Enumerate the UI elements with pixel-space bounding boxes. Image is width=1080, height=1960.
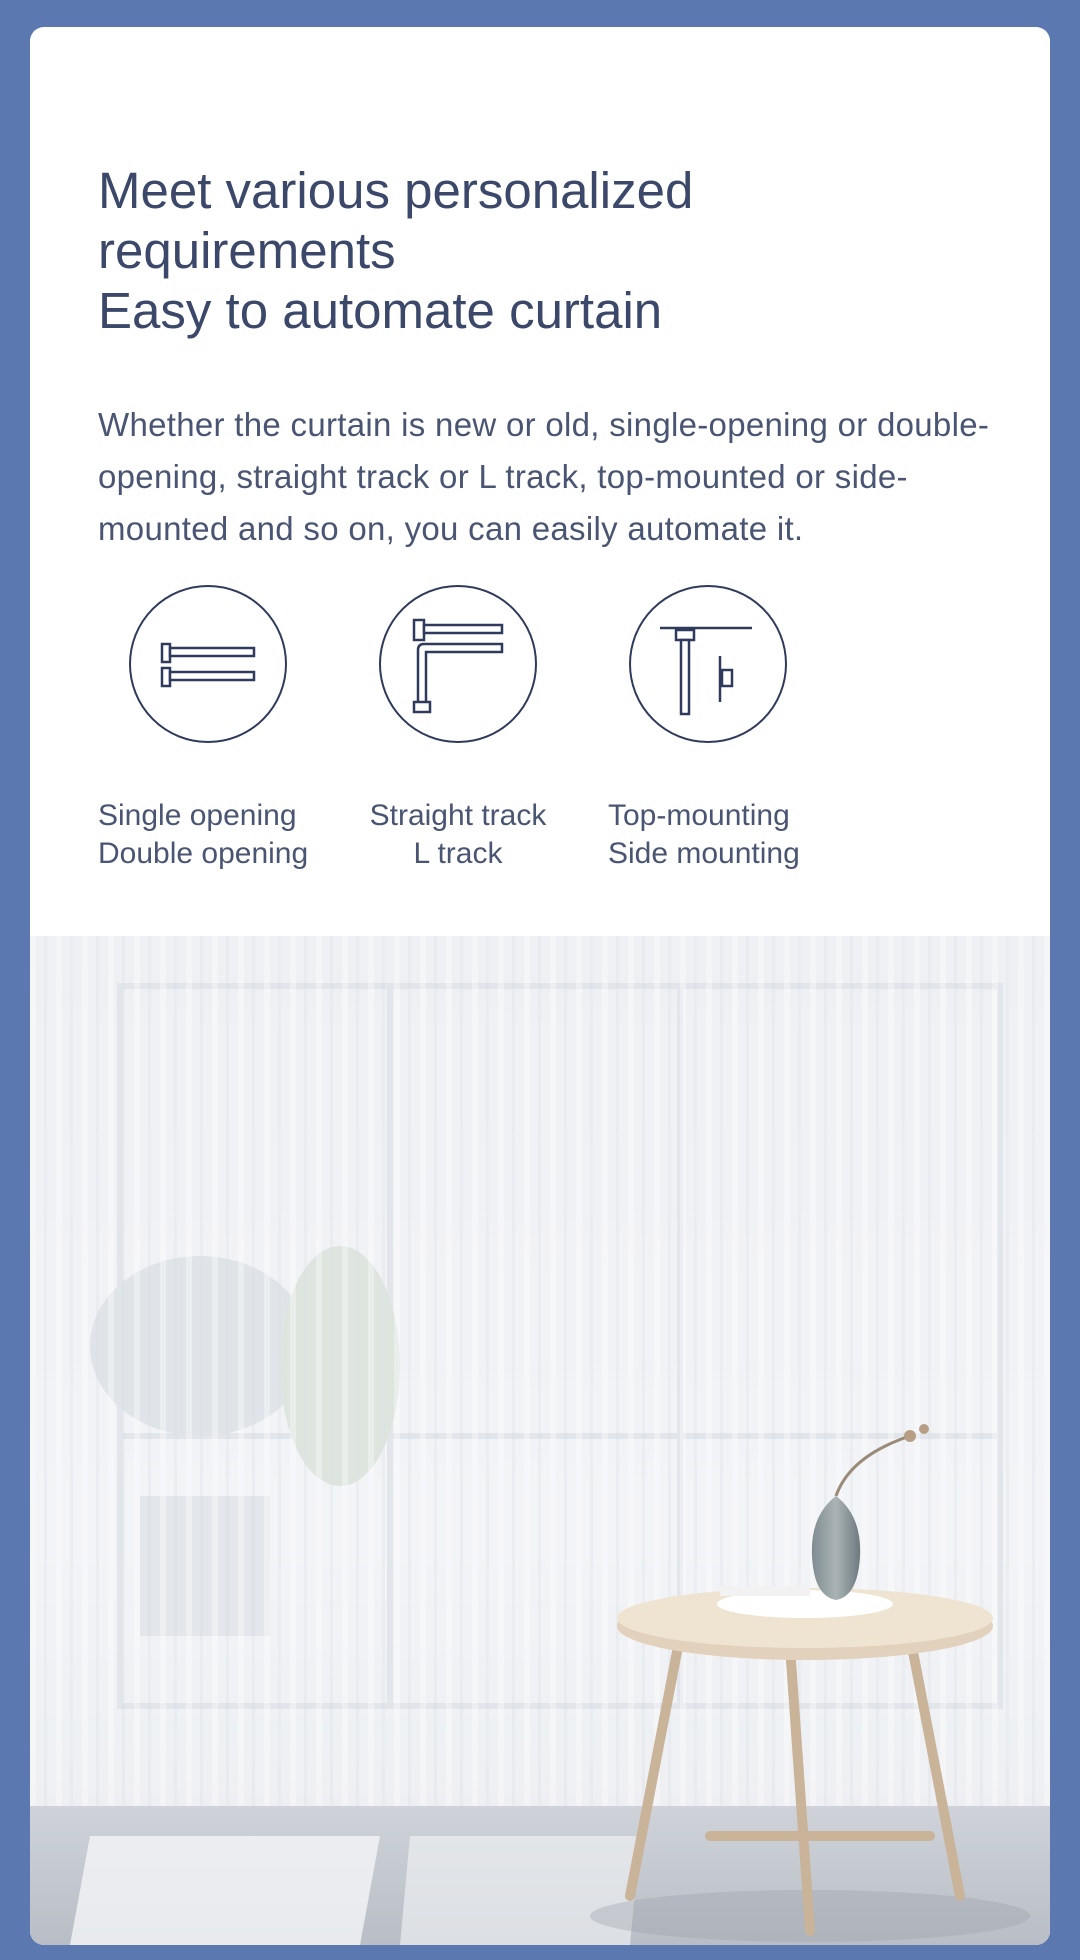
content-card <box>30 27 1050 1945</box>
feature-label-line: L track <box>413 837 503 870</box>
feature-label-track <box>356 797 560 873</box>
feature-list <box>30 27 1050 927</box>
feature-label-line: Straight track <box>369 799 547 832</box>
feature-label-line: Top-mounting <box>608 799 790 832</box>
feature-label-opening <box>98 797 338 873</box>
feature-label-mounting <box>608 797 828 873</box>
l-track-icon <box>378 584 538 744</box>
double-rail-icon <box>128 584 288 744</box>
description: Whether the curtain is new or old, single-opening or double-opening, straight track or L track, top-mounted or side-mounted and so on, you can easily automate it. <box>98 406 990 547</box>
headline-line-1: Meet various personalized <box>98 162 694 219</box>
curtain-room-photo <box>30 936 1050 1945</box>
feature-label-line: Side mounting <box>608 837 800 870</box>
headline-line-2: requirements <box>98 222 396 279</box>
feature-label-line: Single opening <box>98 799 297 832</box>
feature-label-line: Double opening <box>98 837 309 870</box>
mounting-icon <box>628 584 788 744</box>
headline-line-3: Easy to automate curtain <box>98 282 663 339</box>
